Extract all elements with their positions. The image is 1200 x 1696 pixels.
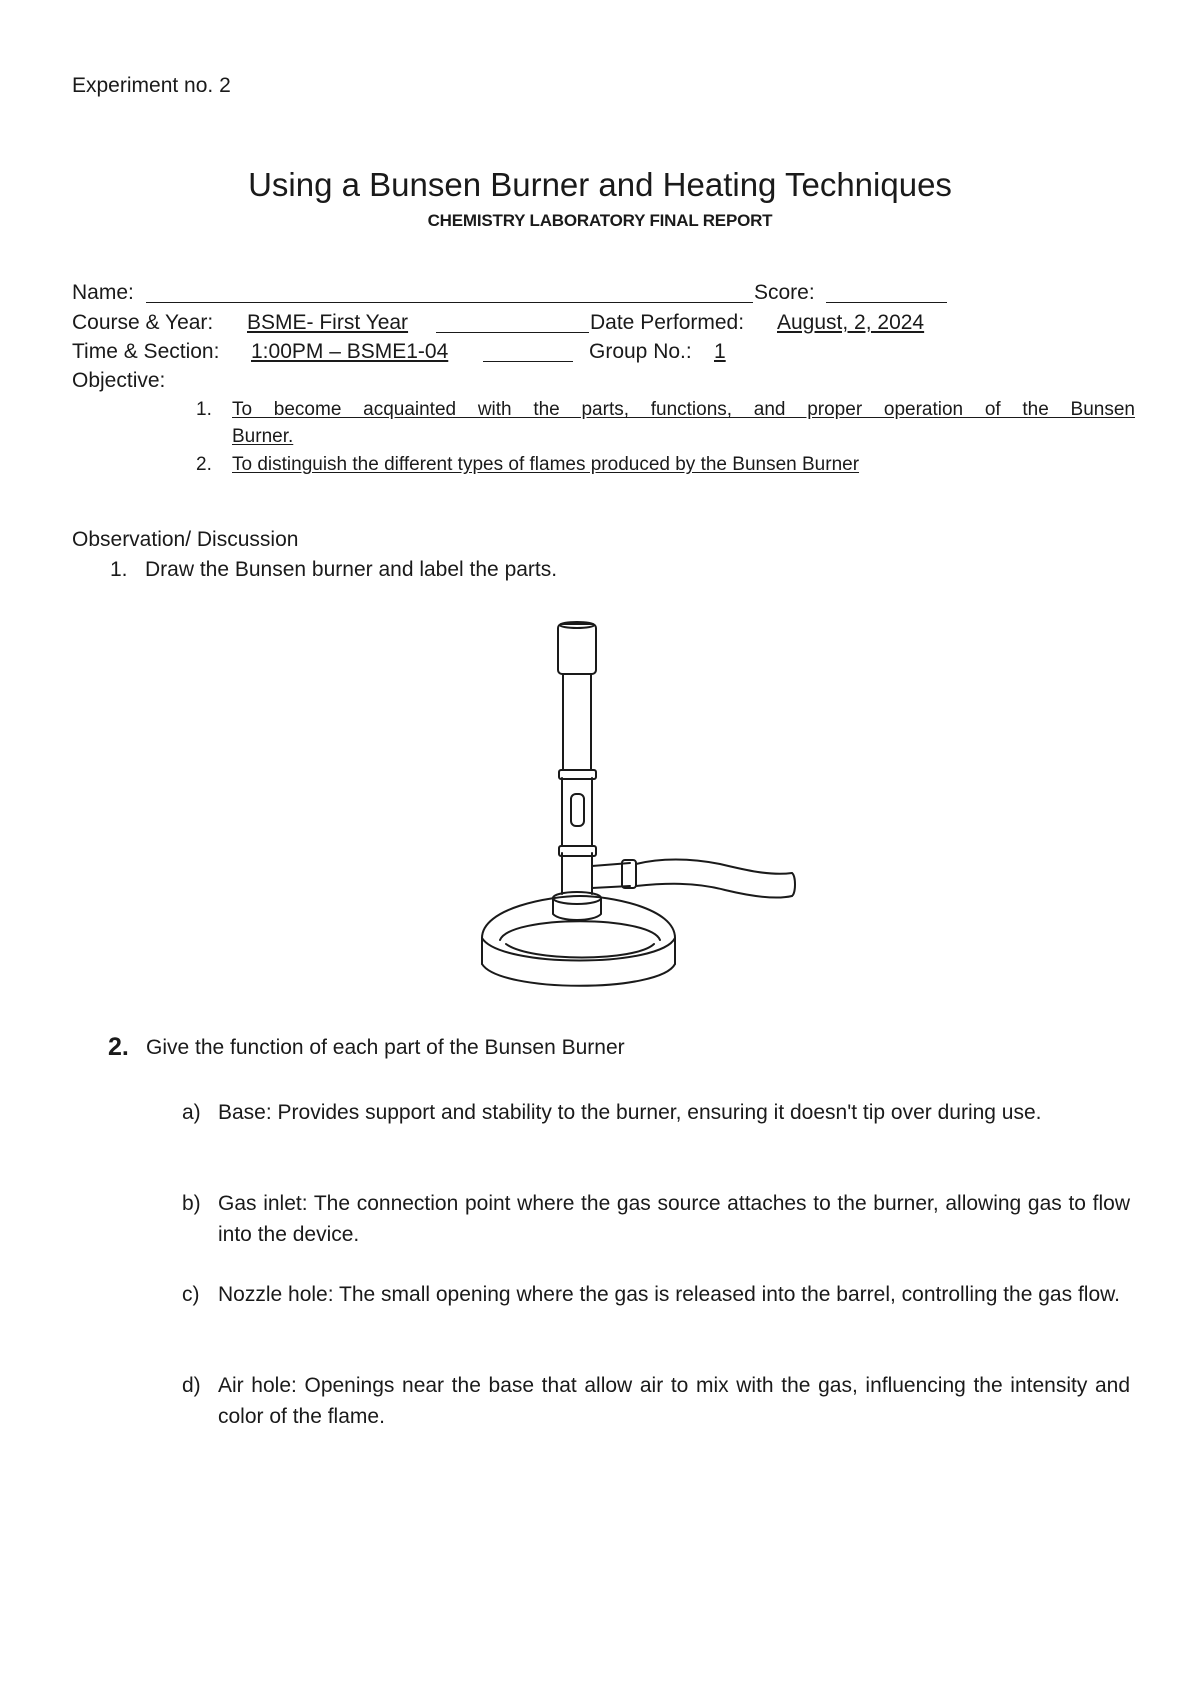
name-label: Name: (72, 281, 134, 304)
time-value: 1:00PM – BSME1-04 (251, 340, 449, 363)
question-2-number: 2. (108, 1033, 129, 1061)
objective-item-1-line1: To become acquainted with the parts, functions, and proper operation of the Bunsen (232, 399, 1135, 420)
answer-b-letter: b) (182, 1192, 201, 1215)
time-label: Time & Section: (72, 340, 220, 363)
group-label: Group No.: (589, 340, 692, 363)
group-value: 1 (714, 340, 726, 363)
observation-heading: Observation/ Discussion (72, 528, 299, 551)
date-label: Date Performed: (590, 311, 745, 334)
date-value: August, 2, 2024 (777, 311, 925, 334)
answer-d-letter: d) (182, 1374, 201, 1397)
report-subtitle: CHEMISTRY LABORATORY FINAL REPORT (427, 211, 773, 230)
objective-number-2: 2. (196, 454, 212, 475)
answer-a-letter: a) (182, 1101, 201, 1124)
name-blank-line (146, 302, 753, 303)
score-blank-line (826, 302, 947, 303)
objective-number-1: 1. (196, 399, 212, 420)
course-value: BSME- First Year (247, 311, 409, 334)
answer-c-letter: c) (182, 1283, 200, 1306)
bunsen-burner-drawing-icon (470, 618, 880, 1003)
experiment-label: Experiment no. 2 (72, 74, 231, 97)
question-1-number: 1. (110, 558, 128, 581)
question-1-text: Draw the Bunsen burner and label the parts. (145, 558, 558, 581)
answer-d-text: Air hole: Openings near the base that allow air to mix with the gas, influencing the intensity and color of the flame. (218, 1374, 1130, 1428)
objective-item-1-line2: Burner. (232, 426, 294, 447)
answer-b-text: Gas inlet: The connection point where the gas source attaches to the burner, allowing gas to flow into the device. (218, 1192, 1130, 1246)
objective-heading: Objective: (72, 369, 166, 392)
time-blank-line (483, 361, 573, 362)
course-label: Course & Year: (72, 311, 214, 334)
page-title: Using a Bunsen Burner and Heating Techniques (248, 166, 952, 203)
course-blank-line (436, 332, 589, 333)
score-label: Score: (754, 281, 815, 304)
objective-item-2: To distinguish the different types of flames produced by the Bunsen Burner (232, 454, 860, 475)
answer-c-text: Nozzle hole: The small opening where the gas is released into the barrel, controlling the gas flow. (218, 1283, 1120, 1306)
answer-a-text: Base: Provides support and stability to the burner, ensuring it doesn't tip over during use. (218, 1101, 1042, 1124)
question-2-text: Give the function of each part of the Bunsen Burner (146, 1036, 625, 1059)
